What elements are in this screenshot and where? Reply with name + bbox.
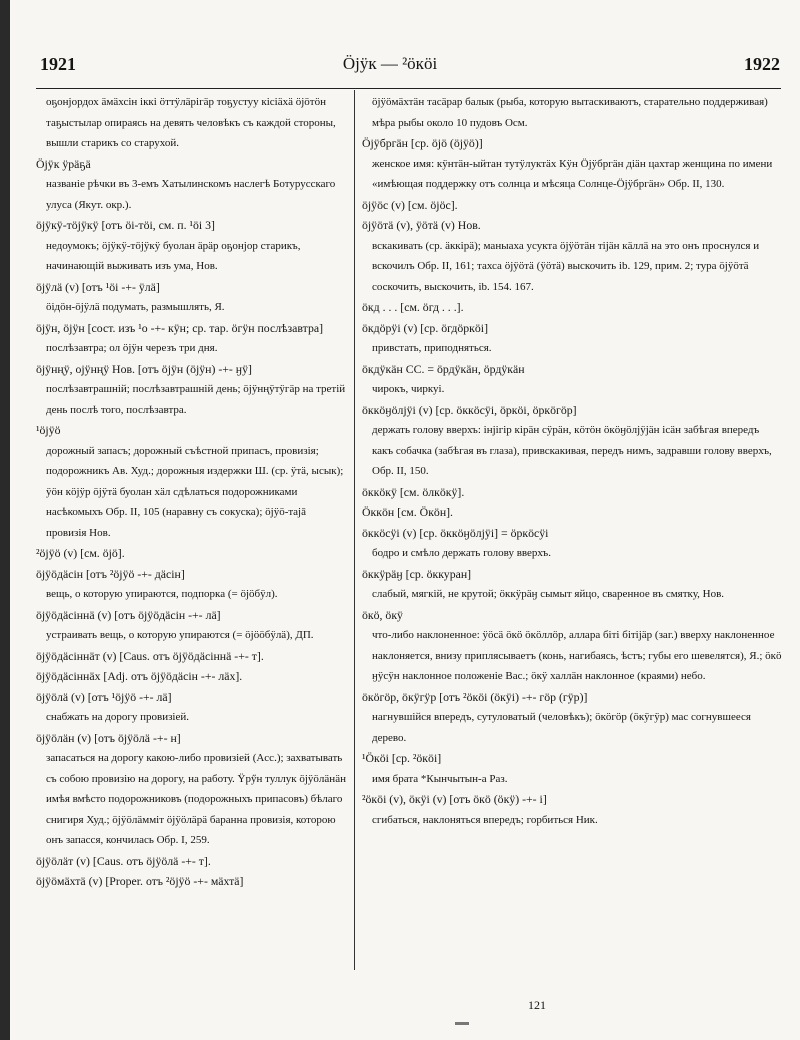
- entry-headword: öjÿкÿ-тöjÿкÿ [отъ öі-тöі, см. п. ¹öi 3]: [36, 218, 215, 232]
- page-edge: [0, 0, 10, 1040]
- dictionary-entry: [36, 564, 346, 605]
- entry-headword: öjÿöдӓсін [отъ ²öjÿö -+- дӓсін]: [36, 566, 185, 581]
- entry-definition: öjÿöмӓхтӓн тасӓрар балык (рыба, которую вытаскиваютъ, старательно поддерживая) мѣра рыбы около 10 пудовъ Осм.: [372, 96, 768, 129]
- dictionary-entry: [36, 666, 346, 687]
- entry-headword: öjÿöс (v) [см. öjöс].: [362, 197, 458, 212]
- entry-headword: öjÿöдӓсіннӓ (v) [отъ öjÿöдӓсін -+- лӓ]: [36, 607, 221, 622]
- dictionary-entry: [36, 851, 346, 872]
- dictionary-entry: [362, 297, 782, 318]
- entry-headword: öjÿöмӓхтӓ (v) [Proper. отъ ²öjÿö -+- мӓхтӓ]: [36, 874, 244, 888]
- entry-headword: öккöкÿ [см. öлкöкÿ].: [362, 484, 465, 499]
- dictionary-entry: [362, 482, 782, 503]
- column-divider: [354, 90, 355, 970]
- entry-headword: Öккöн [см. Öкöн].: [362, 505, 454, 519]
- header-rule: [36, 88, 781, 89]
- dictionary-entry: [36, 92, 346, 154]
- entry-definition: устраивать вещь, о которую упираются (= öjööбÿлӓ), ДП.: [46, 629, 314, 641]
- entry-definition: вскакивать (ср. ӓккiрӓ); маныаха усукта öjÿöтӓн тiјӓн кӓллӓ на это онъ проснулся и вскочилъ Обр. II, 161; тахса öjÿöтӓ (ÿöтӓ) выскочить ib. 129, прим. 2; тура öjÿöтӓ соскочить, выскочить, ib. 154. 167.: [372, 239, 760, 293]
- entry-definition: имя брата *Кынчытын-а Раз.: [372, 772, 508, 785]
- dictionary-entry: [362, 605, 782, 687]
- left-column: [36, 92, 346, 892]
- entry-definition: послѣзавтра; ол öjÿн черезъ три дня.: [46, 342, 218, 354]
- entry-definition: женское имя: кÿнтӓн-ыйтан тутÿлуктӓх Кÿн Öjÿбргӓн дiӓн цахтар женщина по имени «имѣющая поддержку отъ солнца и мѣсяца Солнце-Öjÿбргӓн» Обр. II, 130.: [372, 157, 773, 190]
- entry-headword: öкд . . . [см. öгд . . .].: [362, 300, 464, 314]
- right-column: [362, 92, 782, 830]
- entry-headword: öjÿöдӓсіннӓх [Adj. отъ öjÿöдӓсін -+- лӓх].: [36, 669, 243, 683]
- dictionary-entry: [36, 154, 346, 216]
- entry-headword: ²öjÿö (v) [см. öjö].: [36, 546, 125, 560]
- entry-definition: названіе рѣчки въ 3-емъ Хатылинскомъ наслегѣ Ботурусскаго улуса (Якут. окр.).: [46, 178, 336, 211]
- dictionary-entry: [362, 564, 782, 605]
- page-number-right: 1922: [744, 54, 780, 74]
- dictionary-entry: [362, 687, 782, 749]
- entry-headword: öкö, öкÿ: [362, 607, 403, 622]
- entry-headword: öккöсÿi (v) [ср. öккöӈöлjÿi] = öркöсÿi: [362, 525, 549, 540]
- dictionary-entry: [362, 523, 782, 564]
- entry-headword: Öjÿбргӓн [ср. öjö (öjÿö)]: [362, 136, 483, 150]
- entry-headword: Öjÿк ÿрӓҕӓ: [36, 156, 91, 171]
- print-smudge: [455, 1022, 469, 1025]
- entry-headword: öккÿрӓӈ [ср. öккуран]: [362, 566, 472, 581]
- running-title: Öjÿк — ²öкöi: [342, 54, 438, 73]
- dictionary-entry: [36, 420, 346, 543]
- entry-definition: бодро и смѣло держать голову вверхъ.: [372, 547, 551, 559]
- entry-headword: öкдöрÿi (v) [ср. öгдöркöi]: [362, 320, 489, 335]
- entry-definition: что-либо наклоненное: ÿöсӓ öкö öкöллöр, аллара бiтi бiтiјӓр (заг.) вверху наклоненное наклоняется, внизу приплясываетъ (конь, нагибаясь, ѣстъ; губы его шевелятся), Я.; öкö ӈÿсÿн наклонное положеніе Вас.; öкÿ халлӓн наклонное (краями) небо.: [372, 629, 782, 682]
- dictionary-entry: [36, 871, 346, 892]
- dictionary-entry: [362, 195, 782, 216]
- page-header: [20, 54, 780, 84]
- entry-headword: öjÿлӓ (v) [отъ ¹öi -+- ÿлӓ]: [36, 279, 160, 294]
- dictionary-entry: [362, 789, 782, 830]
- entry-headword: ¹Öкöi [ср. ²öкöi]: [362, 751, 442, 765]
- page-number-left: 1921: [40, 54, 76, 74]
- dictionary-entry: [362, 318, 782, 359]
- entry-headword: ²öкöi (v), öкÿi (v) [отъ öкö (öкÿ) -+- i]: [362, 792, 547, 806]
- dictionary-entry: [36, 318, 346, 359]
- dictionary-entry: [362, 400, 782, 482]
- entry-definition: вещь, о которую упираются, подпорка (= öjöбÿл).: [46, 588, 278, 600]
- entry-definition: чирокъ, чиркуi.: [372, 383, 445, 395]
- entry-definition: оҕонjордох ӓмӓхсін іккі öттÿлӓрігӓр тоҕустуу кісіӓхӓ öjöтöн таҕыстылар опираясь на девять человѣкъ съ каждой стороны, вышли старикъ со старухой.: [46, 96, 336, 149]
- dictionary-entry: [36, 277, 346, 318]
- entry-headword: öjÿнңÿ, оjÿнңÿ Нов. [отъ öjÿн (öjÿн) -+- ӈÿ]: [36, 361, 252, 376]
- dictionary-entry: [362, 748, 782, 789]
- dictionary-entry: [36, 359, 346, 421]
- entry-headword: öjÿöдӓсіннӓт (v) [Caus. отъ öjÿöдӓсіннӓ -+- т].: [36, 648, 264, 663]
- dictionary-entry: [36, 605, 346, 646]
- dictionary-entry: [362, 133, 782, 195]
- entry-definition: слабый, мягкій, не крутой; öккÿрӓӈ сымыт яйцо, сваренное въ смятку, Нов.: [372, 588, 725, 600]
- entry-definition: недоумокъ; öjÿкÿ-тöjÿкÿ буолан ӓрӓр оҕонjор старикъ, начинающій выживать изъ ума, Нов.: [46, 239, 301, 272]
- entry-definition: нагнувшійся впередъ, сутуловатый (человѣкъ); öкöгöр (öкÿгÿр) мас согнувшееся дерево.: [372, 711, 751, 744]
- entry-definition: сгибаться, наклоняться впередъ; горбиться Ник.: [372, 813, 598, 826]
- entry-headword: öjÿн, öjÿн [сост. изъ ¹о -+- кÿн; ср. тар. öгÿн послѣзавтра]: [36, 320, 324, 335]
- entry-definition: держать голову вверхъ: iнjiгiр кiрӓн сÿрӓн, кöтöн öкöӈöлjÿjӓн iсӓн забѣгая впередъ какъ собачка (забѣгая въ глаза), привскакивая, передъ нимъ, задравши голову вверхъ, Обр. II, 150.: [372, 424, 772, 477]
- dictionary-entry: [36, 728, 346, 851]
- dictionary-entry: [362, 215, 782, 297]
- signature-mark: 121: [528, 998, 546, 1012]
- dictionary-entry: [36, 215, 346, 277]
- entry-headword: öjÿöлӓн (v) [отъ öjÿöлӓ -+- н]: [36, 730, 181, 745]
- entry-definition: запасаться на дорогу какою-либо провизіей (Acc.); захватывать съ собою провизію на дорогу, на работу. Ÿрӳн туллук öjÿöлӓнӓн имѣя вмѣсто подорожниковъ (подорожныхъ припасовъ) бѣлаго снигиря Худ.; öjÿöлӓммiт öjÿöлӓрӓ баранна провизія, которою онъ запасся, кончилась Обр. I, 259.: [46, 752, 346, 846]
- dictionary-entry: [362, 502, 782, 523]
- dictionary-entry: [36, 543, 346, 564]
- dictionary-entry: [362, 92, 782, 133]
- entry-definition: послѣзавтрашній; послѣзавтрашній день; öjÿнңÿтÿгӓр на третій день послѣ того, послѣзавтра.: [46, 383, 346, 416]
- entry-headword: ¹öjÿö: [36, 423, 61, 437]
- entry-headword: öjÿöлӓт (v) [Caus. отъ öjÿöлӓ -+- т].: [36, 853, 211, 868]
- entry-headword: öккöӈöлjÿi (v) [ср. öккöсÿi, öркöi, öркöгöр]: [362, 402, 577, 417]
- dictionary-entry: [36, 687, 346, 728]
- entry-definition: öiдöн-öjÿлӓ подумать, размышлять, Я.: [46, 301, 225, 313]
- entry-definition: привстать, приподняться.: [372, 342, 492, 354]
- dictionary-entry: [362, 359, 782, 400]
- dictionary-entry: [36, 646, 346, 667]
- entry-headword: öjÿöтӓ (v), ÿöтӓ (v) Нов.: [362, 218, 481, 232]
- entry-headword: öкдÿкӓн СС. = öрдÿкӓн, öрдÿкӓн: [362, 361, 525, 376]
- entry-definition: снабжать на дорогу провизіей.: [46, 711, 190, 723]
- entry-headword: öjÿöлӓ (v) [отъ ¹öjÿö -+- лӓ]: [36, 689, 172, 704]
- entry-definition: дорожный запасъ; дорожный съѣстной припасъ, провизія; подорожникъ Ав. Худ.; дорожныя издержки Ш. (ср. ÿтӓ, ысык); ÿöн кöjÿр öjÿтӓ буолан хäл сдѣлаться подорожниками насѣкомыхъ Обр. II, 105 (наравну съ сокуска); öjÿö-тajā провизія Нов.: [46, 444, 344, 539]
- entry-headword: öкöгöр, öкÿгÿр [отъ ²öкöi (öкÿi) -+- гöр (гÿр)]: [362, 689, 588, 704]
